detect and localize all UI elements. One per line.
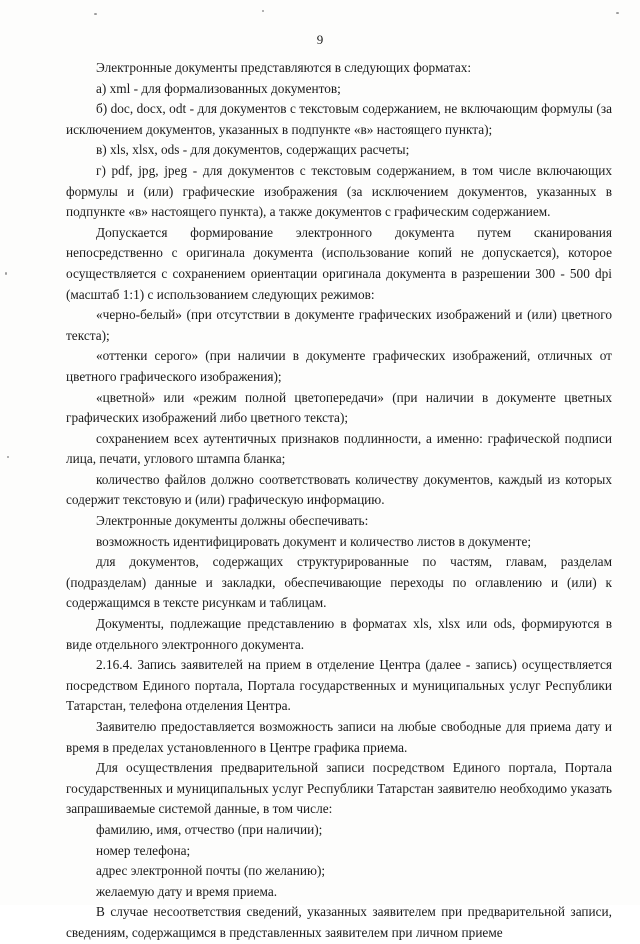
paragraph-format-doc: б) doc, docx, odt - для документов с текстовым содержанием, не включающим формулы (за исключением документов, указанных в подпункте «в» настоящего пункта); bbox=[66, 101, 612, 137]
paragraph-formats-intro: Электронные документы представляются в следующих форматах: bbox=[96, 60, 472, 75]
paragraph-mismatch: В случае несоответствия сведений, указанных заявителем при предварительной записи, сведениям, содержащимся в представленных заявителем при личном приеме bbox=[66, 904, 612, 940]
paragraph-mode-grayscale: «оттенки серого» (при наличии в документе графических изображений, отличных от цветного графического изображения); bbox=[66, 348, 612, 384]
paragraph-date-time: желаемую дату и время приема. bbox=[96, 883, 278, 899]
paragraph-any-slot: Заявителю предоставляется возможность записи на любые свободные для приема дату и время в пределах установленного в Центре графика приема. bbox=[66, 719, 612, 755]
document-body bbox=[66, 58, 612, 944]
paragraph-mode-bw: «черно-белый» (при отсутствии в документе графических изображений и (или) цветного текста); bbox=[66, 307, 612, 343]
page-number: 9 bbox=[316, 32, 324, 47]
paragraph-full-name: фамилию, имя, отчество (при наличии); bbox=[96, 821, 323, 837]
paragraph-authenticity: сохранением всех аутентичных признаков подлинности, а именно: графической подписи лица, печати, углового штампа бланка; bbox=[66, 430, 612, 467]
paragraph-must-provide: Электронные документы должны обеспечивать: bbox=[96, 513, 369, 529]
paragraph-file-count: количество файлов должно соответствовать количеству документов, каждый из которых содержит текстовую и (или) графическую информацию. bbox=[66, 471, 612, 508]
paragraph-phone: номер телефона; bbox=[96, 842, 191, 858]
scan-speck bbox=[262, 10, 264, 12]
scan-speck bbox=[616, 12, 619, 14]
paragraph-identify: возможность идентифицировать документ и количество листов в документе; bbox=[96, 533, 532, 549]
paragraph-spreadsheets: Документы, подлежащие представлению в форматах xls, xlsx или ods, формируются в виде отдельного электронного документа. bbox=[66, 616, 612, 652]
paragraph-scanning-allowed: Допускается формирование электронного документа путем сканирования непосредственно с оригинала документа (использование копий не допускается), которое осуществляется с сохранением ориентации оригинала документа в разрешении 300 - 500 dpi (масштаб 1:1) с использованием следующих режимов: bbox=[66, 224, 612, 302]
paragraph-format-xml: а) xml - для формализованных документов; bbox=[96, 80, 341, 96]
paragraph-mode-color: «цветной» или «режим полной цветопередачи» (при наличии в документе цветных графических изображений либо цветного текста); bbox=[66, 389, 612, 426]
paragraph-structured: для документов, содержащих структурированные по частям, главам, разделам (подразделам) данные и закладки, обеспечивающие переходы по оглавлению и (или) к содержащимся в тексте рисункам и таблицам. bbox=[66, 554, 612, 611]
paragraph-email: адрес электронной почты (по желанию); bbox=[96, 863, 326, 879]
scan-speck bbox=[7, 456, 9, 458]
scan-speck bbox=[5, 272, 7, 275]
paragraph-2-16-4: 2.16.4. Запись заявителей на прием в отделение Центра (далее - запись) осуществляется посредством Единого портала, Портала государственных и муниципальных услуг Республики Татарстан, телефона отделения Центра. bbox=[66, 657, 612, 714]
paragraph-format-xls: в) xls, xlsx, ods - для документов, содержащих расчеты; bbox=[96, 142, 410, 158]
paragraph-format-pdf: г) pdf, jpg, jpeg - для документов с текстовым содержанием, в том числе включающих формулы и (или) графические изображения (за исключением документов, указанных в подпункте «в» настоящего пункта), а также документов с графическим содержанием. bbox=[66, 162, 612, 220]
paragraph-preregistration: Для осуществления предварительной записи посредством Единого портала, Портала государственных и муниципальных услуг Республики Татарстан заявителю необходимо указать запрашиваемые системой данные, в том числе: bbox=[66, 760, 612, 817]
scan-speck bbox=[94, 13, 97, 15]
